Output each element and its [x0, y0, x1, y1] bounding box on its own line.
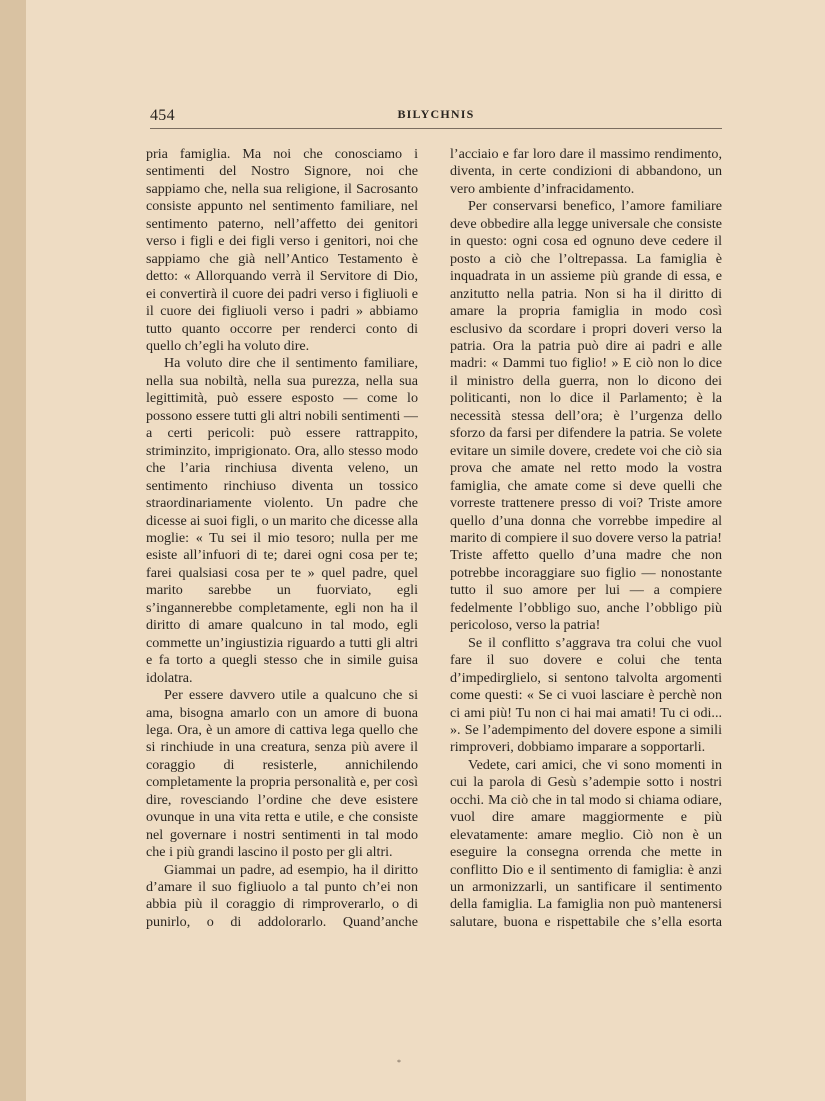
left-column: [146, 146, 418, 931]
paragraph: l’acciaio e far loro dare il massimo rendimento, diventa, in certe condizioni di abbandono, un vero ambiente d’infracidamento.: [450, 146, 722, 197]
paragraph: Per essere davvero utile a qualcuno che si ama, bisogna amarlo con un amore di buona lega. Ora, è un amore di cattiva lega quello che si rinchiude in una creatura, senza più avere il coraggio di resisterle, annichilendo completamente la propria personalità e, per così dire, rovesciando l’ordine che deve esistere ovunque in una vita retta e utile, e che consiste nel governare i nostri sentimenti in tal modo che i più grandi lascino il posto per gli altri.: [146, 687, 418, 861]
paragraph: Vedete, cari amici, che vi sono momenti in cui la parola di Gesù s’adempie sotto i nostri occhi. Ma ciò che in tal modo si chiama odiare, vuol dire amare maggiormente e più elevatamente: amare meglio. Ciò non è un eseguire la consegna orrenda che mette in conflitto Dio e il sentimento di famiglia: è anzi un armonizzarli, un santificare il sentimento della famiglia. La famiglia non può mantenersi salutare, buona e rispettabile che s’ella esorta: [450, 756, 722, 930]
page-number: 454: [150, 107, 175, 124]
paragraph: pria famiglia. Ma noi che conosciamo i sentimenti del Nostro Signore, noi che sappiamo che, nella sua religione, il Sacrosanto consiste appunto nel sentimento familiare, nel sentimento paterno, nell’affetto dei genitori verso i figli e dei figli verso i genitori, noi che sappiamo che già nell’Antico Testamento è detto: « Allorquando verrà il Servitore di Dio, ei convertirà il cuore dei padri verso i figliuoli e il cuore dei figliuoli verso i padri » abbiamo tutto quanto occorre per renderci conto di quello ch’egli ha voluto dire.: [146, 146, 418, 354]
page-header: [150, 104, 722, 129]
paragraph: Se il conflitto s’aggrava tra colui che vuol fare il suo dovere e colui che tenta d’impedirglielo, si sentono talvolta argomenti come questi: « Se ci vuoi lasciare è perchè non ci ami più! Tu non ci hai mai amati! Tu ci odi... ». Se l’adempimento del dovere espone a simili rimproveri, dobbiamo imparare a sopportarli.: [450, 634, 722, 756]
paragraph: Per conservarsi benefico, l’amore familiare deve obbedire alla legge universale che consiste in questo: ogni cosa ed ognuno deve cedere il posto a ciò che l’oltrepassa. La famiglia è inquadrata in un assieme più grande di essa, e anzitutto nella patria. Non si ha il diritto di amare la propria famiglia in modo così esclusivo da scordare i propri doveri verso la patria. Ora la patria può dire ai padri e alle madri: « Dammi tuo figlio! » E ciò non lo dice il ministro della guerra, non lo dicono dei politicanti, non lo dice il Parlamento; è la necessità stessa dell’ora; è l’urgenza dello sforzo da farsi per difendere la patria. Se volete evitare un simile dovere, credete voi che ciò sia prova che amate nel retto modo la vostra famiglia, che amate come si deve quelli che vorreste trattenere presso di voi? Triste amore quello d’una donna che vorrebbe impedire al marito di compiere il suo dovere verso la patria! Triste affetto quello d’una madre che non potrebbe incoraggiare suo figlio — nonostante tutto il suo amore per lui — a compiere fedelmente l’obbligo suo, anche l’obbligo più pericoloso, verso la patria!: [450, 198, 722, 634]
right-column: [450, 146, 722, 931]
page-edge: [0, 0, 26, 1101]
paragraph: Giammai un padre, ad esempio, ha il diritto d’amare il suo figliuolo a tal punto ch’ei non abbia più il coraggio di rimproverarlo, o di punirlo, o di addolorarlo. Quand’anche: [146, 861, 418, 930]
running-title: BILYCHNIS: [397, 107, 475, 121]
footer-mark: *: [397, 1058, 401, 1067]
paragraph: Ha voluto dire che il sentimento familiare, nella sua nobiltà, nella sua purezza, nella sua legittimità, può essere esposto — come lo possono essere tutti gli altri nobili sentimenti — a certi pericoli: può essere rattrappito, striminzito, imprigionato. Ora, allo stesso modo che l’aria rinchiusa diventa veleno, un sentimento rinchiuso diventa un tossico straordinariamente violento. Un padre che dicesse ai suoi figli, o un marito che dicesse alla moglie: « Tu sei il mio tesoro; nulla per me esiste all’infuori di te; darei ogni cosa per te; farei qualsiasi cosa per te » quel padre, quel marito sarebbe un fuorviato, egli s’ingannerebbe completamente, egli non ha il diritto di amare qualcuno in tal modo, egli commette un’ingiustizia riguardo a tutti gli altri e fa torto a quegli stesso che in simile guisa idolatra.: [146, 355, 418, 686]
